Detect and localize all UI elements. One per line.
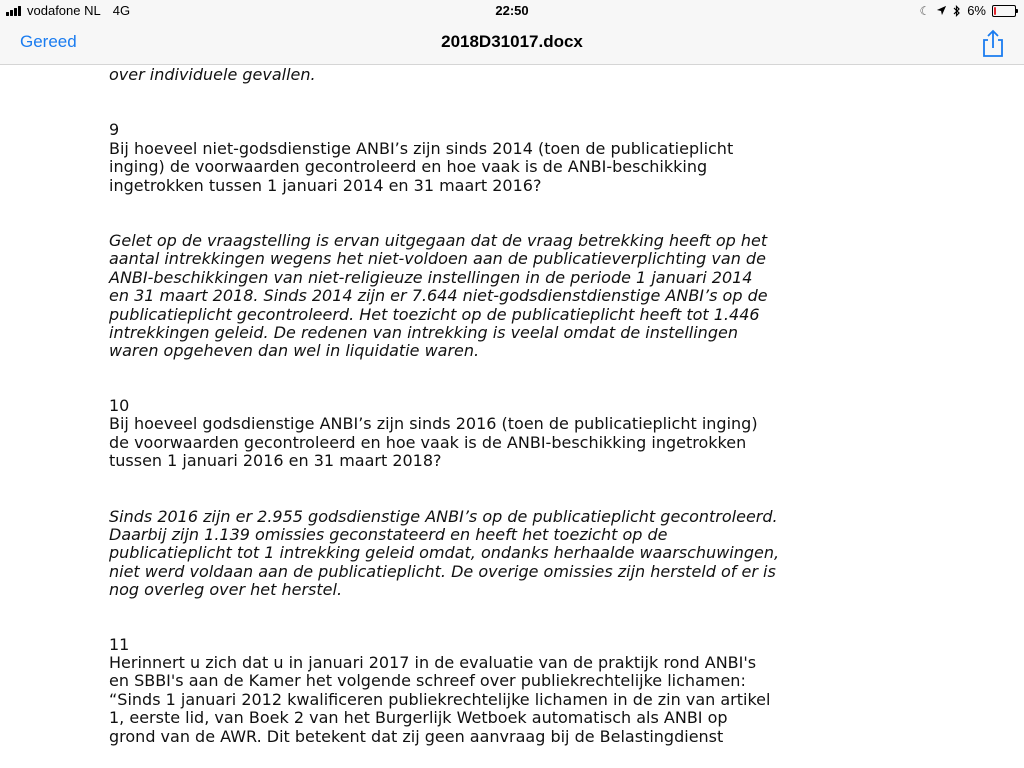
share-icon xyxy=(980,28,1006,58)
question-number: 11 xyxy=(109,634,130,654)
question-text: Bij hoeveel niet-godsdienstige ANBI’s zijn sinds 2014 (toen de publicatieplicht inging) de voorwaarden gecontroleerd en hoe vaak is de ANBI-beschikking ingetrokken tussen 1 januari 2014 en 31 maart 2016? xyxy=(109,138,734,195)
done-button[interactable]: Gereed xyxy=(20,32,77,51)
question-text: Bij hoeveel godsdienstige ANBI’s zijn sinds 2016 (toen de publicatieplicht inging) de voorwaarden gecontroleerd en hoe vaak is de ANBI-beschikking ingetrokken tussen 1 januari 2016 en 31 maart 2018? xyxy=(109,414,758,471)
answer-text: Sinds 2016 zijn er 2.955 godsdienstige ANBI’s op de publicatieplicht gecontroleerd. Daarbij zijn 1.139 omissies geconstateerd en heeft het toezicht op de publicatieplicht tot 1 intrekking geleid omdat, ondanks herhaalde waarschuwingen, niet werd voldaan aan de publicatieplicht. De overige omissies zijn hersteld of er is nog overleg over het herstel. xyxy=(109,506,780,600)
network-label: 4G xyxy=(112,3,131,18)
location-arrow-icon xyxy=(936,5,947,16)
question-text: Herinnert u zich dat u in januari 2017 in de evaluatie van de praktijk rond ANBI's en SBBI's aan de Kamer het volgende schreef over publiekrechtelijke lichamen: “Sinds 1 januari 2012 kwalificeren publiekrechtelijke lichamen in de zin van artikel 1, eerste lid, van Boek 2 van het Burgerlijk Wetboek automatisch als ANBI op grond van de AWR. Dit betekent dat zij geen aanvraag bij de Belastingdienst xyxy=(109,652,771,746)
battery-percent: 6% xyxy=(967,3,986,18)
document-body xyxy=(109,48,829,746)
top-fragment: over individuele gevallen. xyxy=(109,65,316,84)
question-number: 10 xyxy=(109,395,130,415)
question-number: 9 xyxy=(109,120,120,140)
share-button[interactable] xyxy=(980,28,1006,58)
bluetooth-icon xyxy=(953,5,961,17)
moon-icon: ☾ xyxy=(919,3,931,18)
battery-fill xyxy=(994,7,996,15)
document-title: 2018D31017.docx xyxy=(441,32,583,51)
carrier-label: vodafone NL xyxy=(27,3,101,18)
status-right xyxy=(919,3,1016,18)
answer-text: Gelet op de vraagstelling is ervan uitgegaan dat de vraag betrekking heeft op het aantal intrekkingen wegens het niet-voldoen aan de publicatieverplichting van de ANBI-beschikkingen van niet-religieuze instellingen in de periode 1 januari 2014 en 31 maart 2018. Sinds 2014 zijn er 7.644 niet-godsdienstdienstige ANBI’s op de publicatieplicht gecontroleerd. Het toezicht op de publicatieplicht heeft tot 1.446 intrekkingen geleid. De redenen van intrekking is veelal omdat de instellingen waren opgeheven dan wel in liquidatie waren. xyxy=(109,231,768,361)
status-time: 22:50 xyxy=(495,3,529,18)
status-bar xyxy=(0,0,1024,22)
battery-icon xyxy=(992,5,1016,17)
